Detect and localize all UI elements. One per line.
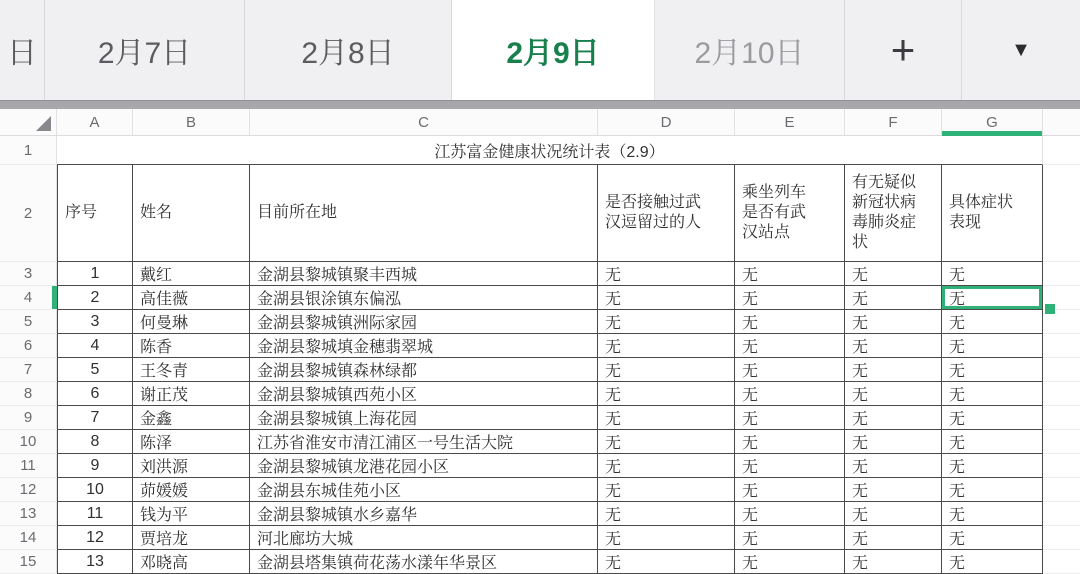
grid-filler: [1043, 358, 1080, 382]
cell-symptoms[interactable]: 无: [845, 262, 942, 286]
cell-name[interactable]: 高佳薇: [133, 286, 250, 310]
header-name[interactable]: 姓名: [133, 165, 250, 262]
header-train-station-text: 乘坐列车是否有武汉站点: [742, 184, 807, 241]
row-header-11[interactable]: 11: [0, 454, 57, 478]
row-header-12[interactable]: 12: [0, 478, 57, 502]
table-row: [0, 262, 1080, 286]
cell-location[interactable]: 河北廊坊大城: [250, 526, 598, 550]
cell-train-station[interactable]: 无: [735, 526, 845, 550]
cell-symptoms[interactable]: 无: [845, 286, 942, 310]
cell-name[interactable]: 王冬青: [133, 358, 250, 382]
grid-filler: [1043, 550, 1080, 574]
cell-name[interactable]: 刘洪源: [133, 454, 250, 478]
cell-name[interactable]: 茆媛媛: [133, 478, 250, 502]
cell-wuhan-contact[interactable]: 无: [598, 454, 735, 478]
header-wuhan-contact-text: 是否接触过武汉逗留过的人: [605, 194, 702, 231]
cell-wuhan-contact[interactable]: 无: [598, 286, 735, 310]
cell-train-station[interactable]: 无: [735, 454, 845, 478]
header-train-station[interactable]: [735, 165, 845, 262]
cell-symptom-detail[interactable]: 无: [942, 334, 1043, 358]
grid-filler: [1043, 526, 1080, 550]
cell-serial[interactable]: 3: [57, 310, 133, 334]
row-header-15[interactable]: 15: [0, 550, 57, 574]
cell-serial[interactable]: 1: [57, 262, 133, 286]
cell-serial[interactable]: 4: [57, 334, 133, 358]
cell-name[interactable]: 金鑫: [133, 406, 250, 430]
cell-symptom-detail[interactable]: 无: [942, 454, 1043, 478]
cell-location[interactable]: 金湖县黎城镇森林绿都: [250, 358, 598, 382]
table-row: [0, 430, 1080, 454]
cell-wuhan-contact[interactable]: 无: [598, 358, 735, 382]
cell-location[interactable]: 金湖县银涂镇东偏泓: [250, 286, 598, 310]
row-header-4-selected[interactable]: 4: [0, 286, 57, 310]
cell-symptom-detail[interactable]: 无: [942, 358, 1043, 382]
cell-symptom-detail[interactable]: 无: [942, 310, 1043, 334]
cell-location[interactable]: 金湖县黎城填金穗翡翠城: [250, 334, 598, 358]
sheet-row-1: [0, 136, 1080, 165]
header-serial[interactable]: 序号: [57, 165, 133, 262]
cell-name[interactable]: 谢正茂: [133, 382, 250, 406]
cell-wuhan-contact[interactable]: 无: [598, 334, 735, 358]
column-header-row: [0, 109, 1080, 136]
table-row: [0, 526, 1080, 550]
grid-filler: [1043, 165, 1080, 262]
row-header-6[interactable]: 6: [0, 334, 57, 358]
row-header-1[interactable]: 1: [0, 136, 57, 165]
cell-name[interactable]: 陈香: [133, 334, 250, 358]
cell-symptoms[interactable]: 无: [845, 550, 942, 574]
cell-location[interactable]: 金湖县黎城镇聚丰西城: [250, 262, 598, 286]
grid-filler: [1043, 136, 1080, 165]
cell-wuhan-contact[interactable]: 无: [598, 406, 735, 430]
cell-train-station[interactable]: 无: [735, 382, 845, 406]
table-row: [0, 382, 1080, 406]
grid-filler: [1043, 382, 1080, 406]
sheet-list-dropdown-icon[interactable]: ▼: [1011, 38, 1031, 61]
table-row: [0, 310, 1080, 334]
column-header-e[interactable]: E: [735, 109, 845, 135]
row-header-2[interactable]: 2: [0, 165, 57, 262]
sheet-tab-feb9-active[interactable]: 2月9日: [452, 0, 655, 100]
header-symptom-detail[interactable]: [942, 165, 1043, 262]
cell-serial[interactable]: 12: [57, 526, 133, 550]
cell-wuhan-contact[interactable]: 无: [598, 550, 735, 574]
sheet-title-cell[interactable]: 江苏富金健康状况统计表（2.9）: [57, 136, 1043, 165]
cell-serial[interactable]: 10: [57, 478, 133, 502]
header-location[interactable]: 目前所在地: [250, 165, 598, 262]
column-header-f[interactable]: F: [845, 109, 942, 135]
header-symptoms[interactable]: [845, 165, 942, 262]
cell-symptom-detail[interactable]: 无: [942, 526, 1043, 550]
table-row: [0, 550, 1080, 574]
fill-handle[interactable]: [1044, 303, 1056, 315]
header-symptom-detail-text: 具体症状表现: [949, 194, 1014, 231]
header-wuhan-contact[interactable]: [598, 165, 735, 262]
cell-wuhan-contact[interactable]: 无: [598, 478, 735, 502]
cell-symptom-detail[interactable]: 无: [942, 262, 1043, 286]
row-header-8[interactable]: 8: [0, 382, 57, 406]
cell-name[interactable]: 钱为平: [133, 502, 250, 526]
cell-train-station[interactable]: 无: [735, 358, 845, 382]
table-row: [0, 334, 1080, 358]
cell-wuhan-contact[interactable]: 无: [598, 430, 735, 454]
table-row: [0, 286, 1080, 310]
cell-train-station[interactable]: 无: [735, 286, 845, 310]
cell-location[interactable]: 金湖县黎城镇龙港花园小区: [250, 454, 598, 478]
sheet-tab-feb8[interactable]: 2月8日: [245, 0, 452, 100]
table-row: [0, 478, 1080, 502]
cell-symptoms[interactable]: 无: [845, 310, 942, 334]
cell-location[interactable]: 金湖县东城佳苑小区: [250, 478, 598, 502]
cell-wuhan-contact[interactable]: 无: [598, 310, 735, 334]
cell-name[interactable]: 贾培龙: [133, 526, 250, 550]
cell-symptoms[interactable]: 无: [845, 454, 942, 478]
cell-train-station[interactable]: 无: [735, 430, 845, 454]
selected-cell-value: 无: [949, 291, 966, 308]
cell-serial[interactable]: 8: [57, 430, 133, 454]
cell-wuhan-contact[interactable]: 无: [598, 262, 735, 286]
sheet-tab-partial[interactable]: 日: [0, 0, 45, 100]
grid-filler: [1043, 406, 1080, 430]
row-header-5[interactable]: 5: [0, 310, 57, 334]
cell-location[interactable]: 金湖县黎城镇西苑小区: [250, 382, 598, 406]
cell-symptoms[interactable]: 无: [845, 430, 942, 454]
grid-filler: [1043, 430, 1080, 454]
sheet-tab-feb10[interactable]: 2月10日: [655, 0, 845, 100]
cell-location[interactable]: 金湖县黎城镇洲际家园: [250, 310, 598, 334]
cell-serial[interactable]: 7: [57, 406, 133, 430]
cell-symptom-detail[interactable]: 无: [942, 382, 1043, 406]
cell-serial[interactable]: 13: [57, 550, 133, 574]
cell-symptom-detail[interactable]: 无: [942, 406, 1043, 430]
cell-serial[interactable]: 9: [57, 454, 133, 478]
cell-train-station[interactable]: 无: [735, 478, 845, 502]
grid-filler: [1043, 478, 1080, 502]
cell-symptoms[interactable]: 无: [845, 382, 942, 406]
selected-cell-g4[interactable]: [942, 286, 1043, 310]
cell-wuhan-contact[interactable]: 无: [598, 526, 735, 550]
cell-train-station[interactable]: 无: [735, 262, 845, 286]
row-header-13[interactable]: 13: [0, 502, 57, 526]
cell-name[interactable]: 何曼琳: [133, 310, 250, 334]
column-header-b[interactable]: B: [133, 109, 250, 135]
cell-symptom-detail[interactable]: 无: [942, 478, 1043, 502]
column-header-a[interactable]: A: [57, 109, 133, 135]
cell-location[interactable]: 金湖县黎城镇上海花园: [250, 406, 598, 430]
toolbar-divider: [0, 100, 1080, 109]
cell-train-station[interactable]: 无: [735, 406, 845, 430]
column-header-c[interactable]: C: [250, 109, 598, 135]
row-header-3[interactable]: 3: [0, 262, 57, 286]
table-row: [0, 406, 1080, 430]
cell-serial[interactable]: 2: [57, 286, 133, 310]
row-header-7[interactable]: 7: [0, 358, 57, 382]
cell-symptom-detail[interactable]: 无: [942, 430, 1043, 454]
cell-serial[interactable]: 11: [57, 502, 133, 526]
cell-location[interactable]: 金湖县黎城镇水乡嘉华: [250, 502, 598, 526]
cell-symptoms[interactable]: 无: [845, 334, 942, 358]
header-symptoms-text: 有无疑似新冠状病毒肺炎症状: [852, 174, 917, 251]
cell-symptom-detail[interactable]: 无: [942, 502, 1043, 526]
add-sheet-button[interactable]: +: [845, 0, 962, 100]
cell-name[interactable]: 邓晓高: [133, 550, 250, 574]
sheet-tab-bar: [0, 0, 1080, 100]
cell-wuhan-contact[interactable]: 无: [598, 382, 735, 406]
row-header-14[interactable]: 14: [0, 526, 57, 550]
cell-symptom-detail[interactable]: 无: [942, 550, 1043, 574]
cell-location[interactable]: 金湖县塔集镇荷花荡水漾年华景区: [250, 550, 598, 574]
column-header-g-selected[interactable]: G: [942, 109, 1043, 135]
select-all-corner[interactable]: [0, 109, 57, 135]
cell-symptoms[interactable]: 无: [845, 358, 942, 382]
column-header-filler: [1043, 109, 1080, 135]
cell-train-station[interactable]: 无: [735, 502, 845, 526]
table-row: [0, 454, 1080, 478]
sheet-tab-feb7[interactable]: 2月7日: [45, 0, 245, 100]
row-header-10[interactable]: 10: [0, 430, 57, 454]
cell-train-station[interactable]: 无: [735, 550, 845, 574]
cell-train-station[interactable]: 无: [735, 334, 845, 358]
cell-symptoms[interactable]: 无: [845, 526, 942, 550]
cell-symptoms[interactable]: 无: [845, 502, 942, 526]
select-all-icon: [36, 116, 51, 131]
cell-symptoms[interactable]: 无: [845, 406, 942, 430]
cell-symptoms[interactable]: 无: [845, 478, 942, 502]
table-row: [0, 502, 1080, 526]
grid-filler: [1043, 334, 1080, 358]
cell-name[interactable]: 陈泽: [133, 430, 250, 454]
grid-filler: [1043, 262, 1080, 286]
column-header-d[interactable]: D: [598, 109, 735, 135]
cell-serial[interactable]: 6: [57, 382, 133, 406]
row-header-9[interactable]: 9: [0, 406, 57, 430]
table-row: [0, 358, 1080, 382]
cell-train-station[interactable]: 无: [735, 310, 845, 334]
sheet-row-2: [0, 165, 1080, 262]
grid-filler: [1043, 454, 1080, 478]
cell-wuhan-contact[interactable]: 无: [598, 502, 735, 526]
cell-location[interactable]: 江苏省淮安市清江浦区一号生活大院: [250, 430, 598, 454]
cell-name[interactable]: 戴红: [133, 262, 250, 286]
grid-filler: [1043, 502, 1080, 526]
cell-serial[interactable]: 5: [57, 358, 133, 382]
